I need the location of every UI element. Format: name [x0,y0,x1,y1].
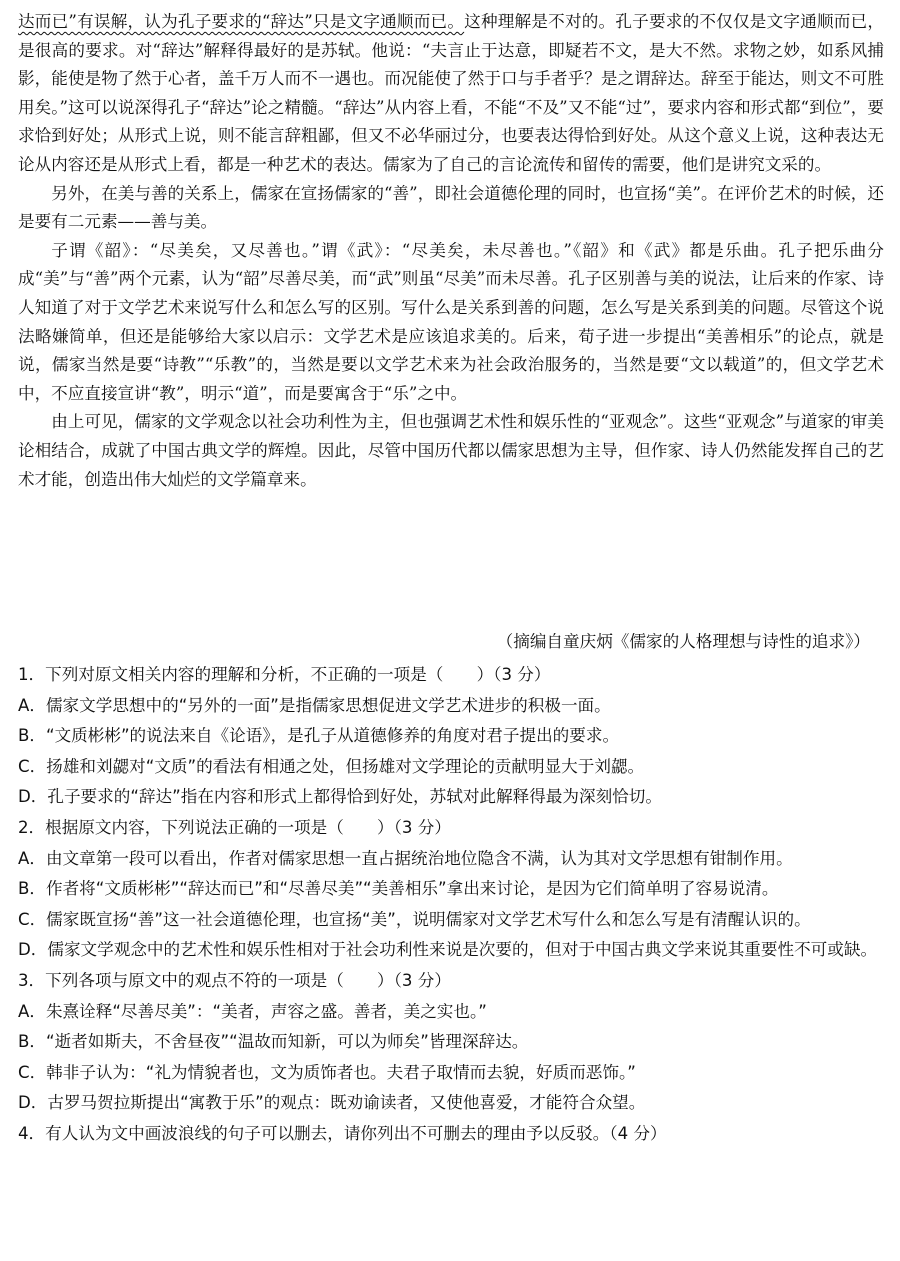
option-b: B．“文质彬彬”的说法来自《论语》，是孔子从道德修养的角度对君子提出的要求。 [18,726,620,746]
option-c: C．扬雄和刘勰对“文质”的看法有相通之处，但扬雄对文学理论的贡献明显大于刘勰。 [18,756,645,776]
option-a: A．由文章第一段可以看出，作者对儒家思想一直占据统治地位隐含不满，认为其对文学思想有钳制作用。 [18,848,793,868]
option-a: A．朱熹诠释“尽善尽美”：“美者，声容之盛。善者，美之实也。” [18,1001,487,1021]
question-4 [18,1119,884,1150]
passage-paragraph-3: 子谓《韶》：“尽美矣，又尽善也。”谓《武》：“尽美矣，未尽善也。”《韶》和《武》都是乐曲。孔子把乐曲分成“美”与“善”两个元素，认为“韶”尽善尽美，而“武”则虽“尽美”而未尽善。孔子区别善与美的说法，让后来的作家、诗人知道了对于文学艺术来说写什么和怎么写的区别。写什么是关系到善的问题，怎么写是关系到美的问题。尽管这个说法略嫌简单，但还是能够给大家以启示：文学艺术是应该追求美的。后来，荀子进一步提出“美善相乐”的论点，就是说，儒家当然是要“诗教”“乐教”的，当然是要以文学艺术来为社会政治服务的，当然是要“文以载道”的，但文学艺术中，不应直接宣讲“教”，明示“道”，而是要寓含于“乐”之中。 [18,240,884,403]
option-b: B．“逝者如斯夫，不舍昼夜”“温故而知新，可以为师矣”皆理深辞达。 [18,1032,529,1052]
question-stem: 1．下列对原文相关内容的理解和分析，不正确的一项是（ ）（3 分） [18,665,551,684]
question-1 [18,660,884,813]
reading-passage [18,8,884,494]
passage-source: （摘编自童庆炳《儒家的人格理想与诗性的追求》） [496,632,870,651]
option-a: A．儒家文学思想中的“另外的一面”是指儒家思想促进文学艺术进步的积极一面。 [18,695,611,715]
option-c: C．儒家既宣扬“善”这一社会道德伦理，也宣扬“美”，说明儒家对文学艺术写什么和怎么写是有清醒认识的。 [18,909,811,929]
passage-paragraph-1 [18,8,884,180]
passage-paragraph-1-rest: 这种理解是不对的。孔子要求的不仅仅是文字通顺而已，是很高的要求。对“辞达”解释得最好的是苏轼。他说：“夫言止于达意，即疑若不文，是大不然。求物之妙，如系风捕影，能使是物了然于心者，盖千万人而不一遇也。而况能使了然于口与手者乎？是之谓辞达。辞至于能达，则文不可胜用矣。”这可以说深得孔子“辞达”论之精髓。“辞达”从内容上看，不能“不及”又不能“过”，要求内容和形式都“到位”，要求恰到好处；从形式上说，则不能言辞粗鄙，但又不必华丽过分，也要表达得恰到好处。从这个意义上说，这种表达无论从内容还是从形式上看，都是一种艺术的表达。儒家为了自己的言论流传和留传的需要，他们是讲究文采的。 [18,12,884,174]
question-3 [18,966,884,1119]
option-c: C．韩非子认为：“礼为情貌者也，文为质饰者也。夫君子取情而去貌，好质而恶饰。” [18,1062,636,1082]
question-list [18,660,884,1150]
option-d: D．古罗马贺拉斯提出“寓教于乐”的观点：既劝谕读者，又使他喜爱，才能符合众望。 [18,1093,646,1113]
wavy-underlined-sentence: 达而已”有误解，认为孔子要求的“辞达”只是文字通顺而已。 [18,12,465,31]
option-d: D．儒家文学观念中的艺术性和娱乐性相对于社会功利性来说是次要的，但对于中国古典文学来说其重要性不可或缺。 [18,940,878,960]
passage-paragraph-2: 另外，在美与善的关系上，儒家在宣扬儒家的“善”，即社会道德伦理的同时，也宣扬“美”。在评价艺术的时候，还是要有二元素——善与美。 [18,183,884,232]
option-b: B．作者将“文质彬彬”“辞达而已”和“尽善尽美”“美善相乐”拿出来讨论，是因为它们简单明了容易说清。 [18,879,779,899]
question-2 [18,813,884,966]
passage-paragraph-4: 由上可见，儒家的文学观念以社会功利性为主，但也强调艺术性和娱乐性的“亚观念”。这些“亚观念”与道家的审美论相结合，成就了中国古典文学的辉煌。因此，尽管中国历代都以儒家思想为主导，但作家、诗人仍然能发挥自己的艺术才能，创造出伟大灿烂的文学篇章来。 [18,412,884,489]
question-stem: 3．下列各项与原文中的观点不符的一项是（ ）（3 分） [18,970,451,990]
option-d: D．孔子要求的“辞达”指在内容和形式上都得恰到好处，苏轼对此解释得最为深刻恰切。 [18,787,662,807]
question-stem: 4．有人认为文中画波浪线的句子可以删去，请你列出不可删去的理由予以反驳。（4 分） [18,1123,667,1143]
question-stem: 2．根据原文内容，下列说法正确的一项是（ ）（3 分） [18,817,451,837]
